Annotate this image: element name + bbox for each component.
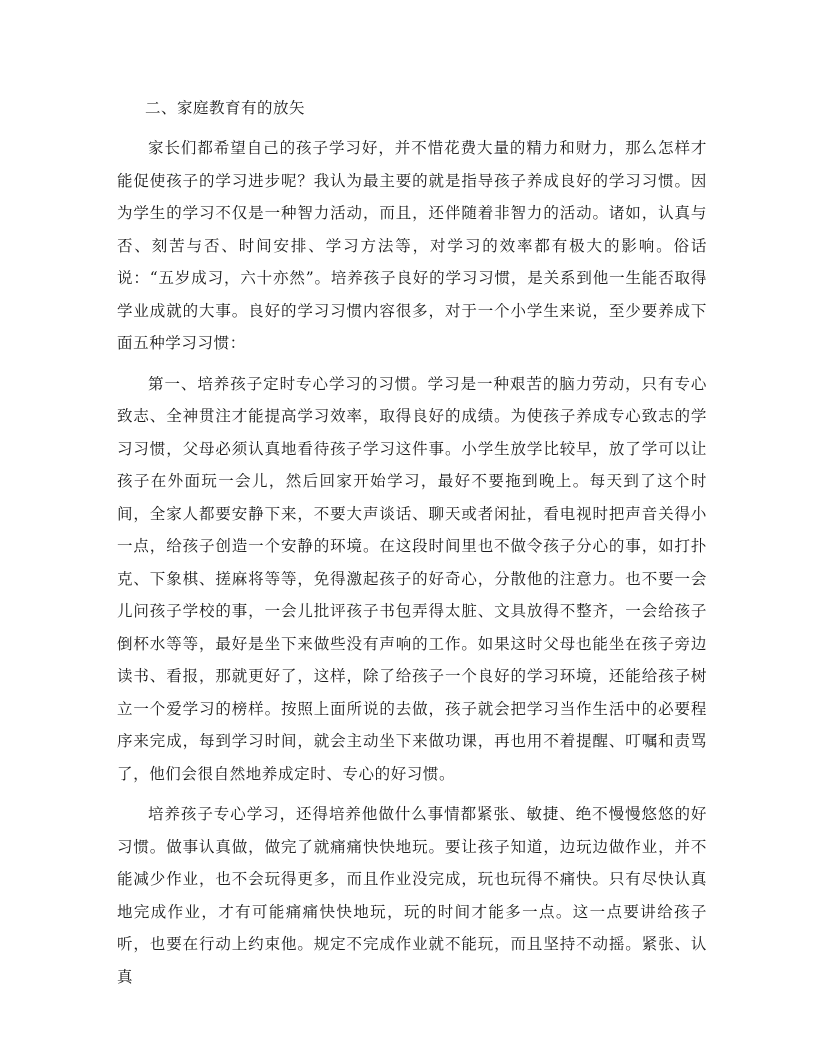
section-heading: 二、家庭教育有的放矢	[145, 99, 306, 117]
paragraph-focus: 培养孩子专心学习，还得培养他做什么事情都紧张、敏捷、绝不慢慢悠悠的好习惯。做事认真做，做完了就痛痛快快地玩。要让孩子知道，边玩边做作业，并不能减少作业，也不会玩得更多，而且作业没完成，玩也玩得不痛快。只有尽快认真地完成作业，才有可能痛痛快快地玩，玩的时间才能多一点。这一点要讲给孩子听，也要在行动上约束他。规定不完成作业就不能玩，而且坚持不动摇。紧张、认真	[117, 805, 707, 986]
document-body	[117, 92, 707, 993]
paragraph-habit-one: 第一、培养孩子定时专心学习的习惯。学习是一种艰苦的脑力劳动，只有专心致志、全神贯注才能提高学习效率，取得良好的成绩。为使孩子养成专心致志的学习习惯，父母必须认真地看待孩子学习这件事。小学生放学比较早，放了学可以让孩子在外面玩一会儿，然后回家开始学习，最好不要拖到晚上。每天到了这个时间，全家人都要安静下来，不要大声谈话、聊天或者闲扯，看电视时把声音关得小一点，给孩子创造一个安静的环境。在这段时间里也不做令孩子分心的事，如打扑克、下象棋、搓麻将等等，免得激起孩子的好奇心，分散他的注意力。也不要一会儿问孩子学校的事，一会儿批评孩子书包弄得太脏、文具放得不整齐，一会给孩子倒杯水等等，最好是坐下来做些没有声响的工作。如果这时父母也能坐在孩子旁边读书、看报，那就更好了，这样，除了给孩子一个良好的学习环境，还能给孩子树立一个爱学习的榜样。按照上面所说的去做，孩子就会把学习当作生活中的必要程序来完成，每到学习时间，就会主动坐下来做功课，再也用不着提醒、叮嘱和责骂了，他们会很自然地养成定时、专心的好习惯。	[117, 374, 707, 783]
paragraph-intro: 家长们都希望自己的孩子学习好，并不惜花费大量的精力和财力，那么怎样才能促使孩子的学习进步呢？我认为最主要的就是指导孩子养成良好的学习习惯。因为学生的学习不仅是一种智力活动，而且，还伴随着非智力的活动。诸如，认真与否、刻苦与否、时间安排、学习方法等，对学习的效率都有极大的影响。俗话说：“五岁成习，六十亦然”。培养孩子良好的学习习惯，是关系到他一生能否取得学业成就的大事。良好的学习习惯内容很多，对于一个小学生来说，至少要养成下面五种学习习惯：	[117, 139, 707, 352]
